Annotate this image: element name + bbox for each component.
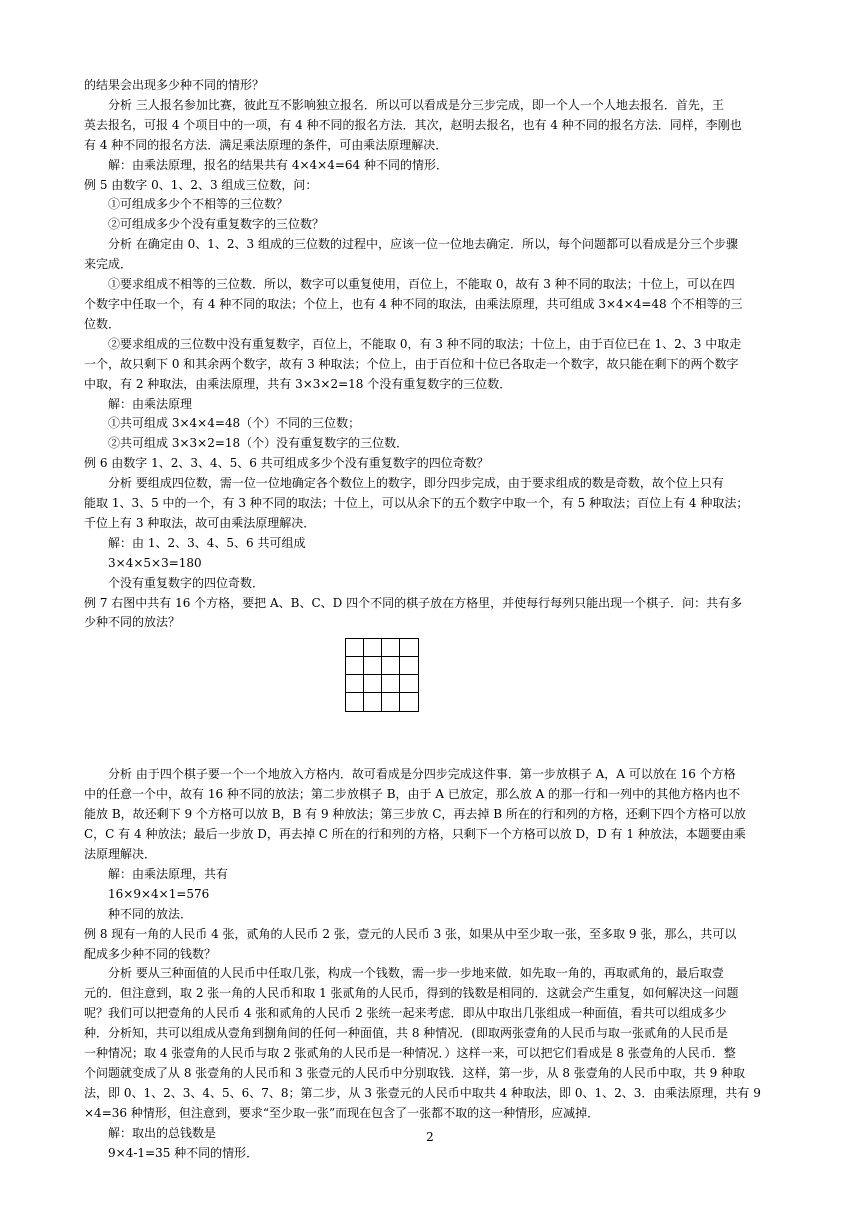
text-line: ①共可组成 3×4×4=48（个）不同的三位数； — [108, 416, 361, 431]
text-line: 解：由乘法原理，共有 — [108, 866, 229, 881]
figure-grid-wrap — [84, 638, 780, 712]
text-line: C，C 有 4 种放法；最后一步放 D，再去掉 C 所在的行和列的方格，只剩下一个方格可以放 D，D 有 1 种放法，本题要由乘 — [84, 827, 746, 842]
grid-cell — [364, 639, 382, 657]
text-line: 千位上有 3 种取法，故可由乘法原理解决． — [84, 515, 316, 530]
text-block-2 — [84, 765, 780, 1163]
text-line: 分析 由于四个棋子要一个一个地放入方格内．故可看成是分四步完成这件事．第一步放棋子 A，A 可以放在 16 个方格 — [108, 767, 736, 782]
text-line: 分析 在确定由 0、1、2、3 组成的三位数的过程中，应该一位一位地去确定．所以，每个问题都可以看成是分三个步骤 — [108, 237, 738, 252]
grid-cell — [346, 657, 364, 675]
text-line: 个问题就变成了从 8 张壹角的人民币和 3 张壹元的人民币中分别取钱．这样，第一步，从 8 张壹角的人民币中取，共 9 种取 — [84, 1065, 746, 1080]
text-line: 个数字中任取一个，有 4 种不同的取法；个位上，也有 4 种不同的取法，由乘法原理，共可组成 3×4×4=48 个不相等的三 — [84, 296, 743, 311]
page-body — [84, 76, 780, 1164]
text-line: 解：由乘法原理，报名的结果共有 4×4×4=64 种不同的情形． — [108, 157, 448, 172]
text-line: 英去报名，可报 4 个项目中的一项，有 4 种不同的报名方法．其次，赵明去报名，也有 4 种不同的报名方法．同样，李刚也 — [84, 117, 742, 132]
text-line: 中的任意一个中，故有 16 种不同的放法；第二步放棋子 B，由于 A 已放定，那么放 A 的那一行和一列中的其他方格内也不 — [84, 787, 741, 802]
text-line: 例 8 现有一角的人民币 4 张，贰角的人民币 2 张，壹元的人民币 3 张，如果从中至少取一张，至多取 9 张，那么，共可以 — [84, 926, 737, 941]
grid-cell — [346, 693, 364, 711]
text-line: 分析 要从三种面值的人民币中任取几张，构成一个钱数，需一步一步地来做．如先取一角的，再取贰角的，最后取壹 — [108, 966, 724, 981]
text-line: 一个，故只剩下 0 和其余两个数字，故有 3 种取法；个位上，由于百位和十位已各取走一个数字，故只能在剩下的两个数字 — [84, 356, 739, 371]
text-line: 解：由乘法原理 — [108, 396, 193, 411]
grid-cell — [400, 657, 418, 675]
text-line: 元的．但注意到，取 2 张一角的人民币和取 1 张贰角的人民币，得到的钱数是相同的．这就会产生重复，如何解决这一问题 — [84, 986, 739, 1001]
grid-cell — [400, 675, 418, 693]
grid-cell — [346, 639, 364, 657]
grid-cell — [382, 657, 400, 675]
text-line: 法，即 0、1、2、3、4、5、6、7、8；第二步，从 3 张壹元的人民币中取共 4 种取法，即 0、1、2、3．由乘法原理，共有 9 — [84, 1085, 761, 1100]
grid-cell — [364, 657, 382, 675]
page-number: 2 — [426, 1130, 434, 1144]
text-line: 解：取出的总钱数是 — [108, 1125, 217, 1140]
grid-cell — [400, 693, 418, 711]
text-line: 例 5 由数字 0、1、2、3 组成三位数，问： — [84, 177, 318, 192]
text-line: 种不同的放法． — [108, 906, 193, 921]
grid-cell — [382, 675, 400, 693]
text-line: 位数． — [84, 316, 121, 331]
text-line: 分析 要组成四位数，需一位一位地确定各个数位上的数字，即分四步完成，由于要求组成的数是奇数，故个位上只有 — [108, 476, 724, 491]
text-line: ②要求组成的三位数中没有重复数字，百位上，不能取 0，有 3 种不同的取法；十位上，由于百位已在 1、2、3 中取走 — [108, 336, 742, 351]
grid-cell — [400, 639, 418, 657]
text-line: 法原理解决． — [84, 847, 157, 861]
text-line: 一种情况；取 4 张壹角的人民币与取 2 张贰角的人民币是一种情况．）这样一来，可以把它们看成是 8 张壹角的人民币．整 — [84, 1046, 736, 1061]
text-line: 例 6 由数字 1、2、3、4、5、6 共可组成多少个没有重复数字的四位奇数？ — [84, 456, 489, 471]
four-by-four-grid — [345, 638, 419, 712]
text-line: 分析 三人报名参加比赛，彼此互不影响独立报名．所以可以看成是分三步完成，即一个人一个人地去报名．首先，王 — [108, 97, 724, 112]
text-line: 有 4 种不同的报名方法．满足乘法原理的条件，可由乘法原理解决． — [84, 137, 448, 152]
text-line: 种．分析知，共可以组成从壹角到捌角间的任何一种面值，共 8 种情况．(即取两张壹角的人民币与取一张贰角的人民币是 — [84, 1026, 728, 1041]
text-line: 个没有重复数字的四位奇数． — [108, 575, 265, 590]
text-line: ①可组成多少个不相等的三位数？ — [108, 197, 289, 212]
grid-cell — [346, 675, 364, 693]
grid-cell — [382, 639, 400, 657]
text-line: 例 7 右图中共有 16 个方格，要把 A、B、C、D 四个不同的棋子放在方格里，并使每行每列只能出现一个棋子．问：共有多 — [84, 595, 743, 610]
text-line: ②可组成多少个没有重复数字的三位数？ — [108, 217, 325, 232]
text-line: 能放 B，故还剩下 9 个方格可以放 B，B 有 9 种放法；第三步放 C，再去掉 B 所在的行和列的方格，还剩下四个方格可以放 — [84, 807, 746, 822]
text-line: ②共可组成 3×3×2=18（个）没有重复数字的三位数． — [108, 436, 409, 451]
text-line: 少种不同的放法？ — [84, 615, 181, 630]
text-block-1 — [84, 76, 780, 633]
grid-cell — [364, 675, 382, 693]
text-line: 解：由 1、2、3、4、5、6 共可组成 — [108, 535, 306, 550]
text-line: 9×4-1=35 种不同的情形． — [108, 1145, 259, 1160]
text-line: 能取 1、3、5 中的一个，有 3 种不同的取法；十位上，可以从余下的五个数字中取一个，有 5 种取法；百位上有 4 种取法； — [84, 496, 749, 511]
text-line: 16×9×4×1=576 — [108, 886, 210, 901]
text-line: ×4=36 种情形，但注意到，要求“至少取一张”而现在包含了一张都不取的这一种情形，应减掉． — [84, 1105, 600, 1120]
text-line: 来完成． — [84, 257, 133, 272]
text-line: 的结果会出现多少种不同的情形？ — [84, 78, 265, 92]
text-line: 呢？我们可以把壹角的人民币 4 张和贰角的人民币 2 张统一起来考虑．即从中取出几张组成一种面值，看共可以组成多少 — [84, 1006, 727, 1021]
text-line: ①要求组成不相等的三位数．所以，数字可以重复使用，百位上，不能取 0，故有 3 种不同的取法；十位上，可以在四 — [108, 277, 735, 292]
grid-cell — [382, 693, 400, 711]
text-line: 3×4×5×3=180 — [108, 555, 202, 570]
grid-cell — [364, 693, 382, 711]
text-line: 配成多少种不同的钱数？ — [84, 946, 217, 961]
text-line: 中取，有 2 种取法，由乘法原理，共有 3×3×2=18 个没有重复数字的三位数． — [84, 376, 512, 391]
